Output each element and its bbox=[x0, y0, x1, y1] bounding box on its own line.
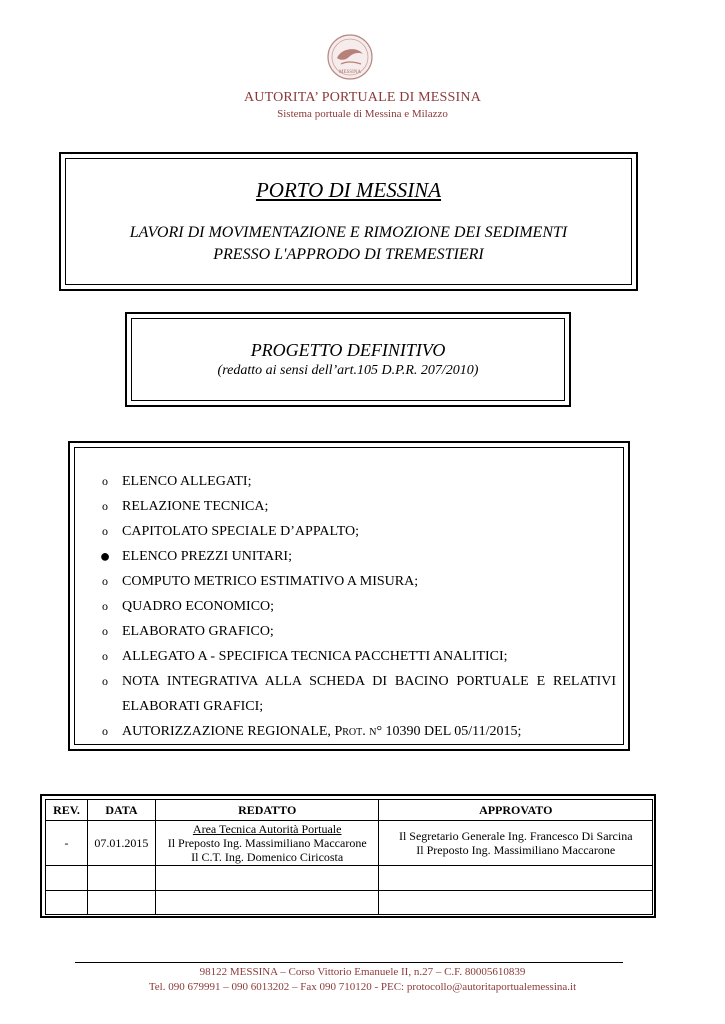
table-header-row bbox=[46, 800, 653, 821]
empty-bullet-icon: o bbox=[102, 574, 108, 588]
document-label: COMPUTO METRICO ESTIMATIVO A MISURA; bbox=[122, 574, 419, 589]
documents-box bbox=[68, 441, 630, 751]
revision-table-frame bbox=[40, 794, 656, 918]
document-label: RELAZIONE TECNICA; bbox=[122, 499, 269, 514]
document-label-rest: ° 10390 DEL 05/11/2015; bbox=[376, 724, 522, 739]
header-data: DATA bbox=[87, 800, 155, 821]
footer-address: 98122 MESSINA – Corso Vittorio Emanuele II, n.27 – C.F. 80005610839 bbox=[199, 966, 526, 978]
cell-redatto bbox=[155, 821, 379, 866]
project-subtitle: (redatto ai sensi dell’art.105 D.P.R. 207/2010) bbox=[217, 363, 479, 378]
redatto-office: Area Tecnica Autorità Portuale bbox=[192, 822, 342, 837]
redatto-person-2: Il C.T. Ing. Domenico Ciricosta bbox=[191, 850, 344, 865]
document-label: ELENCO PREZZI UNITARI; bbox=[122, 549, 292, 564]
cell-data: 07.01.2015 bbox=[87, 821, 155, 866]
authority-name: AUTORITA’ PORTUALE DI MESSINA bbox=[243, 90, 482, 105]
table-row bbox=[46, 821, 653, 866]
cell-rev: - bbox=[46, 821, 88, 866]
authority-seal-logo bbox=[327, 34, 373, 80]
works-title-line1: LAVORI DI MOVIMENTAZIONE E RIMOZIONE DEI SEDIMENTI bbox=[129, 224, 568, 241]
project-title: PROGETTO DEFINITIVO bbox=[250, 340, 446, 360]
empty-bullet-icon: o bbox=[102, 499, 108, 513]
redatto-person-1: Il Preposto Ing. Massimiliano Maccarone bbox=[167, 836, 367, 851]
empty-bullet-icon: o bbox=[102, 724, 108, 738]
footer-contacts: Tel. 090 679991 – 090 6013202 – Fax 090 710120 - PEC: protocollo@autoritaportualemessina.it bbox=[148, 981, 577, 993]
document-label bbox=[122, 719, 616, 744]
empty-bullet-icon: o bbox=[102, 649, 108, 663]
document-label: ELENCO ALLEGATI; bbox=[122, 474, 252, 489]
revision-table bbox=[45, 799, 653, 915]
document-label: NOTA INTEGRATIVA ALLA SCHEDA DI BACINO PORTUALE E RELATIVI bbox=[122, 674, 616, 689]
document-label-main: AUTORIZZAZIONE REGIONALE, bbox=[122, 724, 335, 739]
filled-bullet-icon: ● bbox=[99, 546, 111, 566]
project-box bbox=[125, 312, 571, 407]
empty-bullet-icon: o bbox=[102, 524, 108, 538]
document-label: QUADRO ECONOMICO; bbox=[122, 599, 275, 614]
document-label: ALLEGATO A - SPECIFICA TECNICA PACCHETTI ANALITICI; bbox=[122, 649, 508, 664]
port-title: PORTO DI MESSINA bbox=[255, 178, 442, 202]
document-label-continuation: ELABORATI GRAFICI; bbox=[122, 699, 264, 714]
document-label-prot: Prot. n bbox=[334, 724, 377, 739]
approvato-person-2: Il Preposto Ing. Massimiliano Maccarone bbox=[416, 843, 616, 858]
table-row-empty bbox=[46, 866, 653, 890]
empty-bullet-icon: o bbox=[102, 474, 108, 488]
header-redatto: REDATTO bbox=[155, 800, 379, 821]
empty-bullet-icon: o bbox=[102, 624, 108, 638]
header-rev: REV. bbox=[46, 800, 88, 821]
header-approvato: APPROVATO bbox=[379, 800, 653, 821]
document-label: CAPITOLATO SPECIALE D’APPALTO; bbox=[122, 524, 360, 539]
empty-bullet-icon: o bbox=[102, 599, 108, 613]
approvato-person-1: Il Segretario Generale Ing. Francesco Di Sarcina bbox=[398, 829, 633, 844]
cell-approvato bbox=[379, 821, 653, 866]
authority-subtitle: Sistema portuale di Messina e Milazzo bbox=[277, 108, 448, 120]
table-row-empty bbox=[46, 890, 653, 914]
document-label: ELABORATO GRAFICO; bbox=[122, 624, 274, 639]
works-title-line2: PRESSO L'APPRODO DI TREMESTIERI bbox=[213, 246, 484, 263]
empty-bullet-icon: o bbox=[102, 674, 108, 688]
title-box bbox=[59, 152, 638, 291]
logo-text: MESSINA bbox=[339, 70, 361, 75]
footer-divider bbox=[75, 962, 623, 963]
